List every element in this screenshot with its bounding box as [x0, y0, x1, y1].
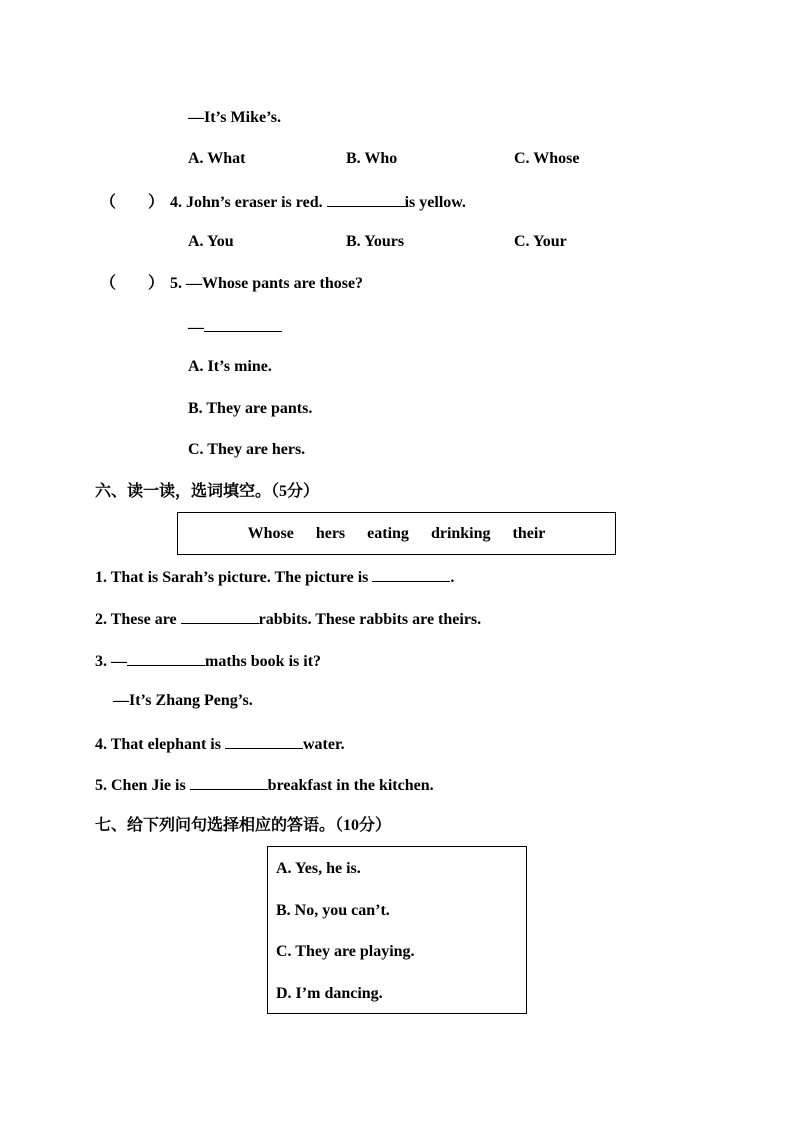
q3-answer: —It’s Mike’s.	[188, 109, 282, 126]
word-bank-item: hers	[315, 524, 346, 542]
q4-blank[interactable]	[327, 191, 405, 207]
q5-blank[interactable]	[204, 316, 282, 332]
item-text: 2. These are	[95, 611, 181, 628]
item-5-blank[interactable]	[190, 774, 268, 790]
q5-option-c: C. They are hers.	[188, 441, 306, 458]
item-text: water.	[302, 736, 345, 753]
section7-title: 七、给下列问句选择相应的答语。（10分）	[95, 817, 392, 834]
q5-option-b: B. They are pants.	[188, 400, 313, 417]
section6-item-3	[95, 650, 321, 672]
item-text: rabbits. These rabbits are theirs.	[258, 611, 482, 628]
section6-item-2	[95, 608, 481, 630]
q4-option-a: A. You	[188, 233, 234, 250]
answer-option-c: C. They are playing.	[276, 943, 415, 960]
section6-item-3-answer: —It’s Zhang Peng’s.	[113, 692, 253, 709]
answer-options-box	[267, 846, 527, 1014]
item-text: maths book is it?	[205, 653, 322, 670]
q5-answer-paren[interactable]: （ ）	[100, 275, 165, 292]
answer-option-b: B. No, you can’t.	[276, 902, 390, 919]
item-text: 3. —	[95, 653, 127, 670]
answer-option-a: A. Yes, he is.	[276, 860, 361, 877]
q5-stem: 5. —Whose pants are those?	[170, 275, 364, 292]
q5-option-a: A. It’s mine.	[188, 358, 272, 375]
q5-dash-line	[188, 316, 282, 338]
word-bank-item: drinking	[430, 524, 491, 542]
section6-title: 六、读一读，选词填空。（5分）	[95, 483, 320, 500]
item-text: 4. That elephant is	[95, 736, 225, 753]
item-4-blank[interactable]	[225, 733, 303, 749]
item-2-blank[interactable]	[181, 608, 259, 624]
item-1-blank[interactable]	[372, 566, 450, 582]
section6-item-1	[95, 566, 454, 588]
q5-dash: —	[188, 319, 204, 336]
word-bank-item: eating	[367, 524, 409, 542]
word-bank-item: their	[512, 524, 546, 542]
item-text: .	[450, 569, 455, 586]
q4-option-c: C. Your	[514, 233, 567, 250]
q3-option-a: A. What	[188, 150, 246, 167]
answer-option-d: D. I’m dancing.	[276, 985, 383, 1002]
section6-item-5	[95, 774, 434, 796]
q4-option-b: B. Yours	[346, 233, 405, 250]
word-bank-box	[177, 512, 616, 555]
q4-stem-after: is yellow.	[404, 194, 466, 211]
q4-line	[100, 191, 466, 213]
item-text: 5. Chen Jie is	[95, 777, 190, 794]
q5-line	[100, 274, 363, 294]
q4-stem-before: 4. John’s eraser is red.	[170, 194, 327, 211]
item-text: breakfast in the kitchen.	[267, 777, 434, 794]
item-text: 1. That is Sarah’s picture. The picture is	[95, 569, 373, 586]
item-3-blank[interactable]	[127, 650, 205, 666]
q3-option-b: B. Who	[346, 150, 398, 167]
word-bank-item: Whose	[247, 524, 294, 542]
section6-item-4	[95, 733, 345, 755]
q4-answer-paren[interactable]: （ ）	[100, 194, 165, 211]
q3-option-c: C. Whose	[514, 150, 580, 167]
